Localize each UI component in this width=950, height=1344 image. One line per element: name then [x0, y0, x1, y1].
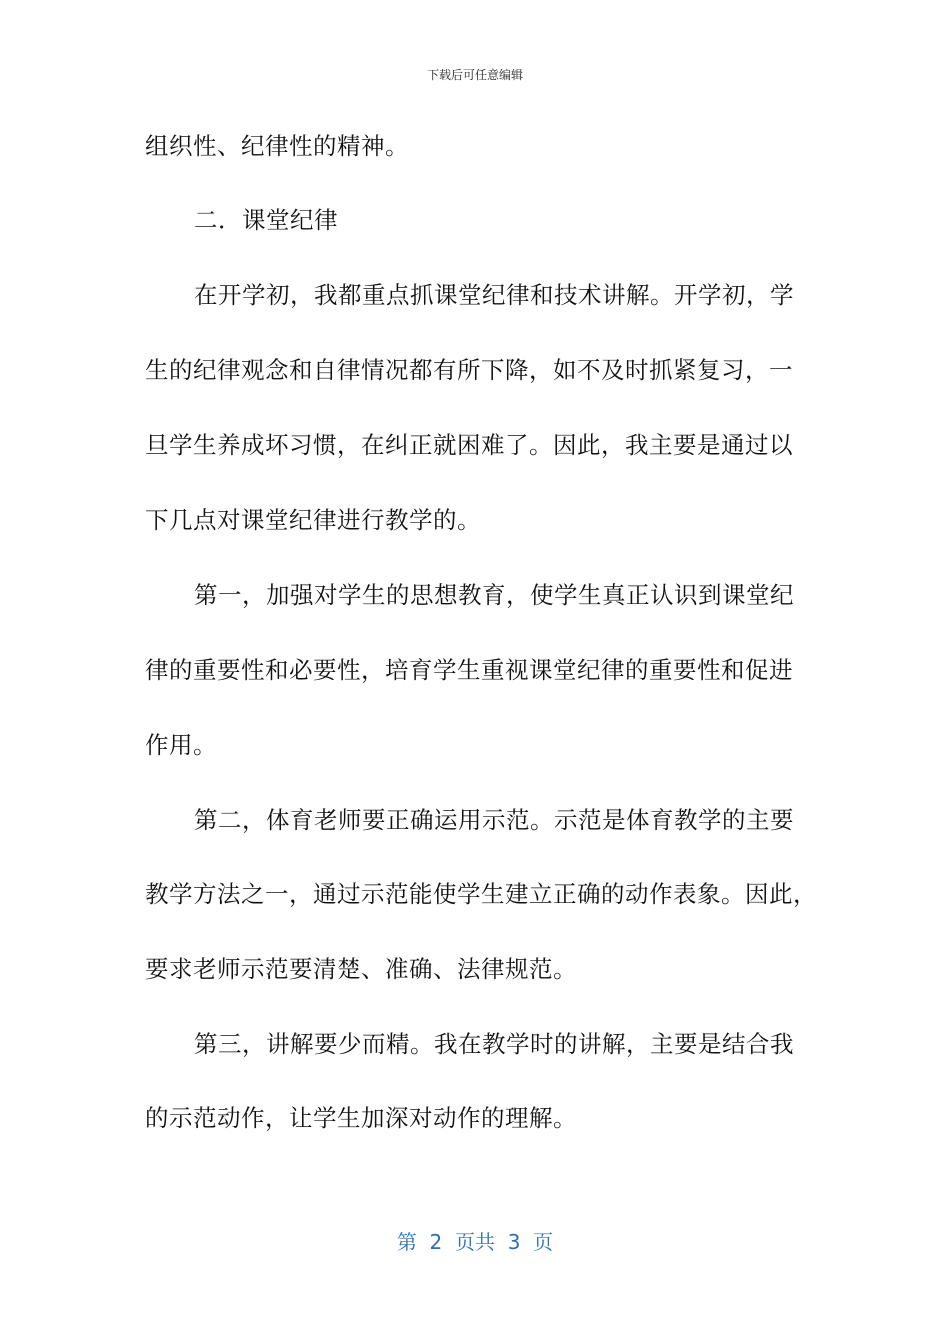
section-heading: 二．课堂纪律: [194, 206, 338, 234]
paragraph-line: 第一，加强对学生的思想教育，使学生真正认识到课堂纪: [194, 581, 794, 609]
paragraph-line: 旦学生养成坏习惯，在纠正就困难了。因此，我主要是通过以: [145, 431, 793, 459]
paragraph-line: 律的重要性和必要性，培育学生重视课堂纪律的重要性和促进: [145, 656, 793, 684]
paragraph-line: 组织性、纪律性的精神。: [145, 132, 409, 160]
paragraph-line: 作用。: [145, 731, 217, 759]
paragraph-line: 生的纪律观念和自律情况都有所下降，如不及时抓紧复习，一: [145, 356, 793, 384]
paragraph-line: 第三，讲解要少而精。我在教学时的讲解，主要是结合我: [194, 1030, 794, 1058]
paragraph-line: 第二，体育老师要正确运用示范。示范是体育教学的主要: [194, 806, 794, 834]
paragraph-line: 要求老师示范要清楚、准确、法律规范。: [145, 955, 577, 983]
paragraph-line: 下几点对课堂纪律进行教学的。: [145, 506, 481, 534]
paragraph-line: 在开学初，我都重点抓课堂纪律和技术讲解。开学初，学: [194, 281, 794, 309]
paragraph-line: 的示范动作，让学生加深对动作的理解。: [145, 1104, 577, 1132]
page-number: 第 2 页共 3 页: [396, 1230, 554, 1254]
paragraph-line: 教学方法之一，通过示范能使学生建立正确的动作表象。因此，: [145, 880, 817, 908]
page-header: 下载后可任意编辑: [426, 68, 523, 82]
